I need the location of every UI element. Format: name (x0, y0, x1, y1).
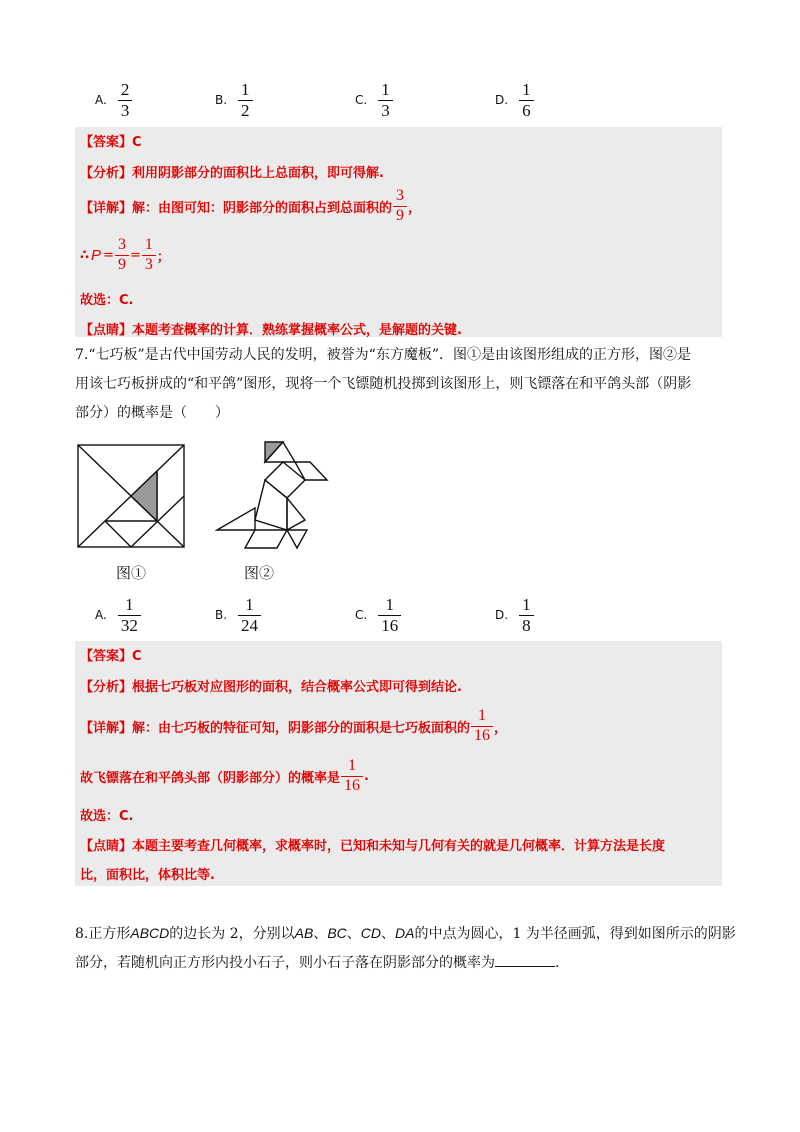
probability-fraction-1: $\frac{3}{9}$ (115, 237, 129, 274)
choose-line: 故选：C. (80, 293, 134, 308)
option-letter: D. (495, 93, 509, 107)
analysis-line: 【分析】根据七巧板对应图形的面积，结合概率公式即可得到结论. (80, 680, 462, 695)
option-letter: B. (215, 608, 228, 622)
option-letter: C. (355, 93, 368, 107)
conclusion-line: 故飞镖落在和平鸽头部（阴影部分）的概率是 $\frac{1}{16}$ . (80, 756, 369, 794)
answer-blank[interactable] (495, 952, 555, 967)
comment-line-1: 【点睛】本题主要考查几何概率，求概率时，已知和未知与几何有关的就是几何概率．计算方法是长度 (80, 839, 666, 854)
option-letter: A. (95, 608, 107, 622)
answer-line: 【答案】C (80, 649, 142, 664)
tangram-edge (105, 521, 131, 547)
conclusion-fraction: $\frac{1}{16}$ (341, 758, 363, 795)
dove-foot-piece (287, 530, 307, 548)
q7-line-2: 用该七巧板拼成的“和平鸽”图形，现将一个飞镖随机投掷到该图形上，则飞镖落在和平鸽头部（阴影 (75, 376, 692, 392)
detail-fraction: $\frac{1}{16}$ (471, 708, 493, 745)
tangram-square-figure (75, 443, 187, 549)
dove-beak-piece (295, 462, 327, 480)
q7-option-d (495, 590, 535, 640)
option-fraction: $\frac{2}{3}$ (118, 81, 133, 120)
q8-line-2: 部分，若随机向正方形内投小石子，则小石子落在阴影部分的概率为 . (75, 949, 725, 978)
shaded-triangle (131, 471, 157, 521)
option-letter: D. (495, 608, 509, 622)
q7-option-c (355, 590, 402, 640)
q6-options (0, 75, 800, 125)
comment-line-2: 比，面积比，体积比等. (80, 868, 215, 883)
option-fraction: $\frac{1}{24}$ (238, 596, 261, 635)
q6-option-b (215, 75, 254, 125)
option-fraction: $\frac{1}{2}$ (238, 81, 253, 120)
q7-line-3: 部分）的概率是（ ） (75, 405, 229, 421)
q6-option-d (495, 75, 535, 125)
option-fraction: $\frac{1}{3}$ (378, 81, 393, 120)
dove-neck-square (265, 462, 305, 498)
figure-2-label: 图② (244, 564, 275, 582)
dove-chest-piece (287, 498, 305, 530)
dove-body-piece (255, 480, 287, 530)
detail-line: 【详解】解：由图可知：阴影部分的面积占到总面积的 $\frac{3}{9}$ ， (80, 186, 422, 224)
option-letter: A. (95, 93, 107, 107)
q8-text (75, 919, 736, 978)
probability-fraction-2: $\frac{1}{3}$ (142, 237, 156, 274)
q6-option-a (95, 75, 133, 125)
option-letter: C. (355, 608, 368, 622)
peace-dove-figure (215, 440, 330, 550)
q8-line-1: 8.正方形ABCD的边长为 2，分别以AB、BC、CD、DA的中点为圆心，1 为半径画弧，得到如图所示的阴影 (75, 925, 736, 942)
option-fraction: $\frac{1}{32}$ (118, 596, 141, 635)
q6-option-c (355, 75, 394, 125)
choose-line: 故选：C. (80, 809, 134, 824)
q7-solution-panel (75, 641, 722, 886)
q7-option-b (215, 590, 262, 640)
q7-line-1: 7.“七巧板”是古代中国劳动人民的发明，被誉为“东方魔板”．图①是由该图形组成的正方形，图②是 (75, 347, 691, 363)
q7-option-a (95, 590, 142, 640)
analysis-line: 【分析】利用阴影部分的面积比上总面积，即可得解. (80, 166, 384, 181)
dove-foot-parallelogram (245, 530, 287, 548)
option-fraction: $\frac{1}{6}$ (519, 81, 534, 120)
probability-line: ∴ P = $\frac{3}{9}$ = $\frac{1}{3}$ ； (80, 235, 170, 273)
dove-tail-piece (217, 508, 255, 530)
figure-1-label: 图① (116, 564, 147, 582)
q7-options (0, 590, 800, 640)
answer-line: 【答案】C (80, 135, 142, 150)
q7-text (75, 341, 725, 428)
detail-fraction: $\frac{3}{9}$ (393, 188, 407, 225)
detail-line: 【详解】解：由七巧板的特征可知，阴影部分的面积是七巧板面积的 $\frac{1}{16}$ ， (80, 706, 508, 744)
comment-line: 【点睛】本题考查概率的计算．熟练掌握概率公式，是解题的关键. (80, 323, 462, 338)
option-fraction: $\frac{1}{16}$ (378, 596, 401, 635)
option-letter: B. (215, 93, 228, 107)
q6-solution-panel (75, 127, 722, 337)
option-fraction: $\frac{1}{8}$ (519, 596, 534, 635)
